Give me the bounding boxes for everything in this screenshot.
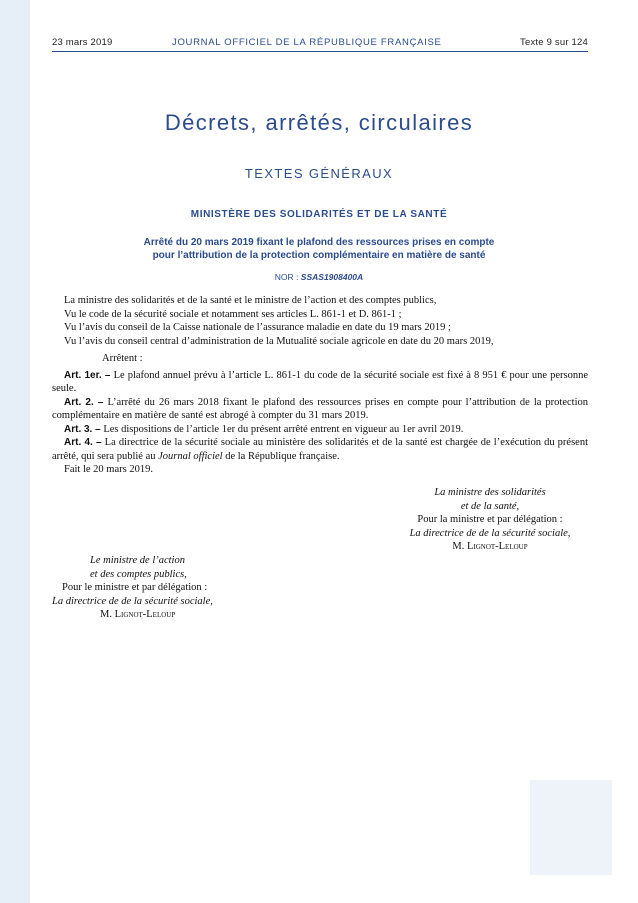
article-label: Art. 1er. –	[64, 369, 111, 381]
signatory-name: M. Lignot-Leloup	[452, 541, 528, 552]
decree-body	[52, 294, 588, 477]
header-text-count: Texte 9 sur 124	[520, 37, 588, 48]
nor-reference	[0, 272, 638, 282]
header-date: 23 mars 2019	[52, 37, 113, 48]
signatory-title: et des comptes publics,	[90, 568, 187, 580]
signatory-name: M. Lignot-Leloup	[100, 609, 176, 620]
preamble-line: Vu le code de la sécurité sociale et notamment ses articles L. 861-1 et D. 861-1 ;	[64, 308, 402, 320]
delegate-title: La directrice de de la sécurité sociale,	[52, 595, 213, 607]
signatory-title: La ministre des solidarités	[434, 487, 546, 498]
signature-block-left	[52, 554, 252, 622]
delegation-line: Pour le ministre et par délégation :	[62, 582, 208, 593]
article-3	[52, 423, 588, 437]
article-2	[52, 396, 588, 423]
nor-code: SSAS1908400A	[300, 272, 364, 282]
article-4	[52, 436, 588, 463]
signature-block-right	[380, 486, 600, 554]
header-divider	[52, 51, 588, 52]
arretent: Arrêtent :	[102, 353, 143, 364]
header-journal-title: JOURNAL OFFICIEL DE LA RÉPUBLIQUE FRANÇAISE	[172, 37, 442, 48]
preamble-line: Vu l’avis du conseil central d’administration de la Mutualité sociale agricole en date du 20 mars 2019,	[64, 335, 494, 347]
article-label: Art. 4. –	[64, 437, 102, 448]
decree-title-line2: pour l’attribution de la protection complémentaire en matière de santé	[152, 250, 486, 261]
decree-title-line1: Arrêté du 20 mars 2019 fixant le plafond des ressources prises en compte	[143, 237, 495, 248]
signatory-title: Le ministre de l’action	[90, 555, 185, 566]
delegation-line: Pour la ministre et par délégation :	[417, 514, 563, 525]
article-text: Le plafond annuel prévu à l’article L. 861-1 du code de la sécurité sociale est fixé à 8 951 € pour une personne seule.	[52, 369, 588, 394]
article-label: Art. 2. –	[64, 396, 104, 408]
article-text: L’arrêté du 26 mars 2018 fixant le plafond des ressources prises en compte pour l’attribution de la protection complémentaire en matière de santé est abrogé à compter du 31 mars 2019.	[52, 396, 588, 421]
article-text: La directrice de la sécurité sociale au ministère des solidarités et de la santé est chargée de l’exécution du présent arrêté, qui sera publié au	[52, 437, 588, 462]
preamble-line: Vu l’avis du conseil de la Caisse nationale de l’assurance maladie en date du 19 mars 2019 ;	[64, 322, 451, 333]
fait-date: Fait le 20 mars 2019.	[64, 464, 153, 475]
corner-shade	[530, 780, 612, 875]
article-text-end: de la République française.	[222, 450, 340, 462]
signatory-title: et de la santé,	[460, 500, 520, 512]
subsection-title: TEXTES GÉNÉRAUX	[244, 166, 394, 181]
article-text: Les dispositions de l’article 1er du présent arrêté entrent en vigueur au 1er avril 2019.	[103, 423, 464, 435]
page-header	[52, 37, 588, 51]
article-1	[52, 369, 588, 396]
ministry-heading: MINISTÈRE DES SOLIDARITÉS ET DE LA SANTÉ	[190, 209, 448, 220]
preamble-line: La ministre des solidarités et de la santé et le ministre de l’action et des comptes publics,	[64, 295, 437, 306]
decree-title	[80, 236, 558, 262]
nor-label: NOR :	[274, 272, 299, 282]
delegate-title: La directrice de de la sécurité sociale,	[409, 527, 571, 539]
article-label: Art. 3. –	[64, 423, 101, 435]
section-title: Décrets, arrêtés, circulaires	[164, 110, 474, 135]
journal-officiel-italic: Journal officiel	[158, 450, 223, 462]
